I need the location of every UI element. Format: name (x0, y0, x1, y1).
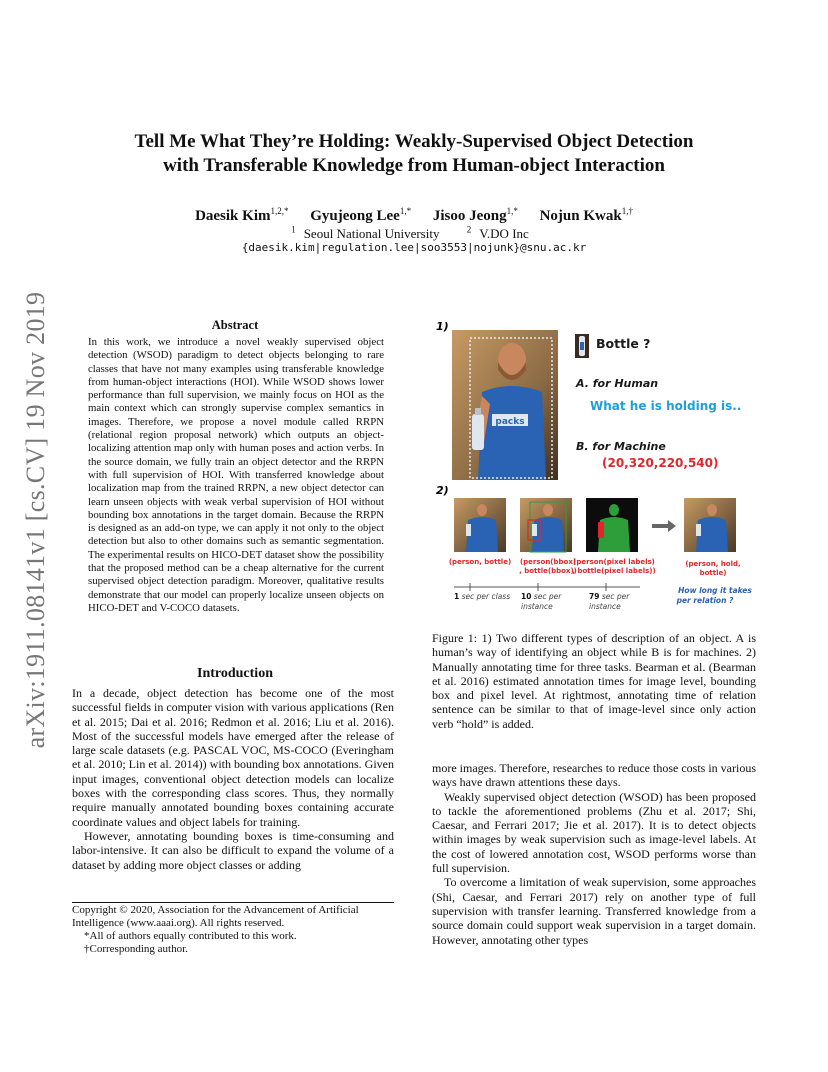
intro-paragraph-2: However, annotating bounding boxes is time-consuming and labor-intensive. It can also be difficult to expand the volume of a dataset by adding more object classes or adding (72, 828, 394, 872)
thumb-bounding-box (520, 498, 572, 552)
figure-1 (430, 318, 760, 618)
corresponding-author-note: †Corresponding author. (84, 943, 188, 955)
thumb-image-level (454, 498, 506, 552)
relation-time-question (676, 586, 753, 605)
figure-1-caption (432, 631, 756, 731)
annotation-tags (449, 558, 741, 577)
thumb-pixel-labels (586, 498, 638, 552)
human-description: What he is holding is.. (590, 399, 742, 413)
abstract-text: In this work, we introduce a novel weakly supervised object detection (WSOD) paradigm to detect objects belonging to rare classes that have not many examples using transferable knowledge from human-object interactions (HOI). While WSOD shows lower performance than full supervision, we mainly focus on HOI as the main context which can strongly supervise complex semantics in images. Therefore, we propose a novel module called RRPN (relational region proposal network) which outputs an object-localizing attention map only with human poses and action verbs. In the source domain, we fully train an object detector and the RRPN with full supervision of HOI. With transferred knowledge about localization map from the trained RRPN, a new object detector can learn unseen objects with weak verbal supervision of HOI without bounding box annotations in the target domain. Because the RRPN is designed as an add-on type, we can apply it not only to the object detection but also to other domains such as semantic segmentation. The experimental results on HICO-DET dataset show the possibility that the proposed method can be a cheap alternative for the current supervised object detection paradigm. Moreover, qualitative results demonstrate that our model can properly localize unseen objects on HICO-DET and V-COCO datasets. (88, 336, 384, 614)
title-line-2: with Transferable Knowledge from Human-object Interaction (163, 155, 665, 176)
man-photo-large (452, 330, 558, 480)
right-column-body (432, 761, 756, 947)
machine-heading: B. for Machine (576, 440, 666, 453)
time-pixel-line1: 79 sec per (589, 592, 630, 601)
tag-pixel-line2: , bottle(pixel labels)) (572, 567, 656, 575)
arxiv-identifier-text: arXiv:1911.08141v1 [cs.CV] 19 Nov 2019 (21, 291, 50, 749)
affiliations (90, 225, 738, 242)
tag-pixel-line1: (person(pixel labels) (573, 558, 655, 566)
author-4: Nojun Kwak$^{1,\dagger}$ (539, 206, 633, 224)
annotation-time-axis (454, 583, 640, 591)
arxiv-identifier (16, 280, 56, 760)
figure-part-1-label: 1) (436, 320, 449, 333)
author-2: Gyujeong Lee$^{1,*}$ (310, 206, 412, 224)
svg-text:per relation ?: per relation ? (676, 596, 734, 605)
bottle-question: Bottle ? (596, 336, 651, 351)
time-bbox-line2: instance (521, 602, 553, 611)
human-heading: A. for Human (576, 377, 659, 390)
tag-relation-line2: bottle) (699, 569, 727, 577)
title-line-1: Tell Me What They’re Holding: Weakly-Supervised Object Detection (134, 131, 694, 152)
svg-text:How long it takes: How long it takes (678, 586, 752, 595)
right-paragraph-3: To overcome a limitation of weak supervision, some approaches (Shi, Caesar, and Ferrari 2017) rely on another type of full supervision with transfer learning. Transferred knowledge from a source domain could support weak supervision in a target domain. However, annotating other types (432, 875, 756, 947)
introduction-body (72, 686, 394, 872)
time-image-level: 1 sec per class (454, 592, 511, 601)
author-list (90, 206, 738, 225)
equal-contribution-note: *All of authors equally contributed to this work. (84, 930, 297, 942)
tag-bbox-line2: , bottle(bbox)) (519, 567, 577, 575)
time-labels (454, 592, 630, 611)
affiliation-2: $^2$ V.DO Inc (466, 225, 529, 242)
author-1: Daesik Kim$^{1,2,*}$ (195, 206, 289, 224)
copyright-note: Copyright © 2020, Association for the Advancement of Artificial Intelligence (www.aaai.org). All rights reserved. (72, 904, 359, 929)
footnote-rule (72, 902, 394, 903)
caption-text: Figure 1: 1) Two different types of description of an object. A is human’s way of identifying an object while B is for machines. 2) Manually annotating time for three tasks. Bearman et al. (Bearman et al. 2016) estimated annotation times for image level, bounding box and pixel level. At rightmost, annotating time of relation sentence can be similar to that of image-level since only action verb “hold” is added. (432, 631, 756, 731)
right-paragraph-2: Weakly supervised object detection (WSOD) has been proposed to tackle the aforementioned problems (Zhu et al. 2017; Shi, Caesar, and Ferrari 2017; Jie et al. 2017). It is to detect objects within images by weak supervision such as image-level labels. At the cost of lowered annotation cost, WSOD performs worse than full supervision. (432, 789, 756, 876)
introduction-heading: Introduction (197, 666, 273, 681)
author-3: Jisoo Jeong$^{1,*}$ (432, 206, 518, 224)
thumb-relation (684, 498, 736, 552)
right-paragraph-1: more images. Therefore, researches to reduce those costs in various ways have drawn attentions these days. (432, 761, 756, 790)
tag-relation-line1: (person, hold, (685, 560, 741, 568)
affiliation-1: $^1$ Seoul National University (291, 225, 440, 242)
time-bbox-line1: 10 sec per (521, 592, 562, 601)
author-emails: {daesik.kim|regulation.lee|soo3553|nojunk}@snu.ac.kr (241, 241, 587, 254)
intro-paragraph-1: In a decade, object detection has become one of the most successful fields in computer vision with various applications (Ren et al. 2015; Dai et al. 2016; Redmon et al. 2016; Liu et al. 2016). Most of the successful models have emerged after the release of large scale datasets (e.g. PASCAL VOC, MS-COCO (Everingham et al. 2010; Lin et al. 2014)) with bounding box annotations. Given input images, conventional object detection models can localize boxes with the corresponding class scores. Thus, they normally require manually annotated bounding boxes containing accurate coordinate values and object labels for training. (72, 686, 394, 829)
footnotes (72, 904, 394, 956)
abstract-heading: Abstract (211, 318, 259, 332)
figure-part-2-label: 2) (436, 484, 449, 497)
paper-title (90, 130, 738, 178)
figure-1-graphic (430, 318, 760, 618)
tag-image-level: (person, bottle) (448, 558, 512, 566)
arrow-icon (652, 520, 676, 532)
tag-bbox-line1: (person(bbox) (519, 558, 577, 566)
machine-description: (20,320,220,540) (602, 456, 719, 470)
time-pixel-line2: instance (589, 602, 621, 611)
bottle-thumbnail (575, 334, 589, 358)
shirt-print: packs (495, 417, 525, 427)
